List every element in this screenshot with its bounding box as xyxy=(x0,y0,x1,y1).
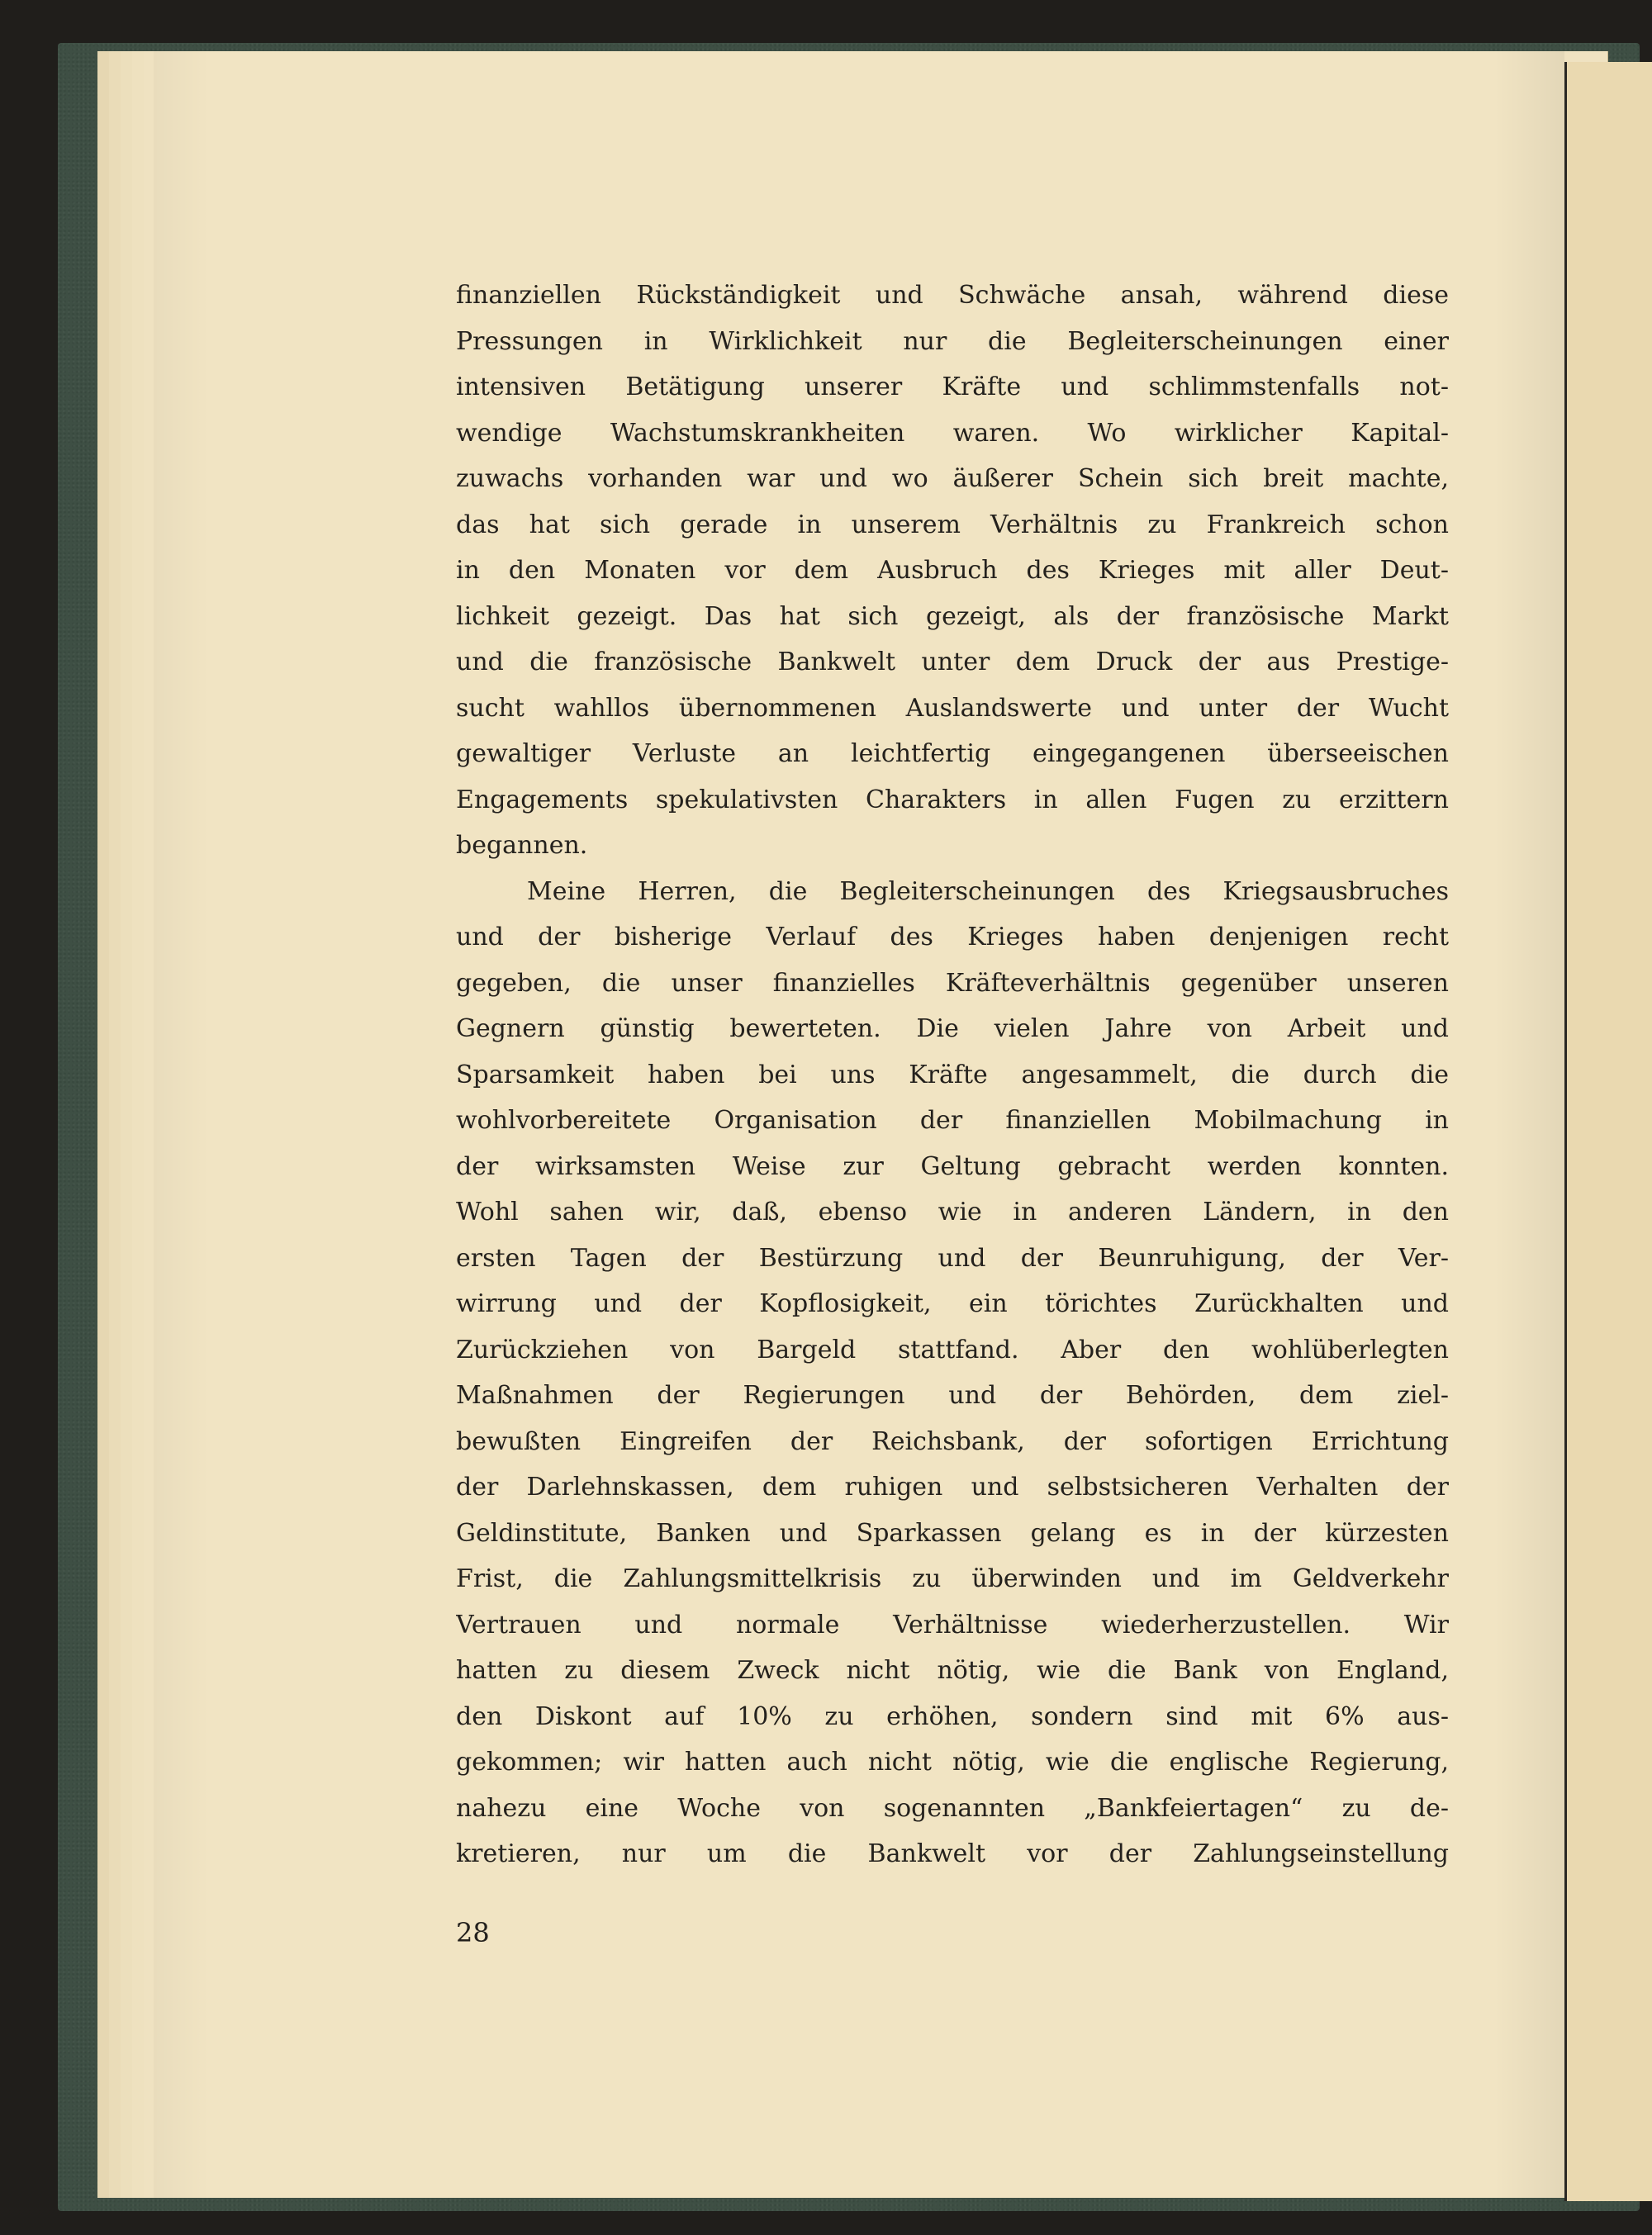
text-line: nahezu eine Woche von sogenannten „Bankfeiertagen“ zu de- xyxy=(456,1793,1449,1823)
text-line: bewußten Eingreifen der Reichsbank, der sofortigen Errichtung xyxy=(456,1426,1449,1456)
text-line: ersten Tagen der Bestürzung und der Beunruhigung, der Ver- xyxy=(456,1243,1449,1273)
text-line: finanziellen Rückständigkeit und Schwäche ansah, während diese xyxy=(456,281,1449,310)
paragraph-2 xyxy=(456,869,1449,1877)
text-line: und die französische Bankwelt unter dem Druck der aus Prestige- xyxy=(456,648,1449,676)
text-line: Zurückziehen von Bargeld stattfand. Aber den wohlüberlegten xyxy=(456,1335,1449,1364)
text-line: begannen. xyxy=(456,831,588,860)
text-line: und der bisherige Verlauf des Krieges haben denjenigen recht xyxy=(456,923,1449,951)
text-line: gewaltiger Verluste an leichtfertig eingegangenen überseeischen xyxy=(456,739,1449,768)
text-line: Engagements spekulativsten Charakters in allen Fugen zu erzittern xyxy=(456,785,1449,814)
text-line: intensiven Betätigung unserer Kräfte und schlimmstenfalls not- xyxy=(456,372,1449,401)
paragraph-1 xyxy=(456,273,1449,869)
text-line: Vertrauen und normale Verhältnisse wiederherzustellen. Wir xyxy=(456,1610,1449,1639)
text-line: sucht wahllos übernommenen Auslandswerte und unter der Wucht xyxy=(456,693,1449,723)
text-line: Sparsamkeit haben bei uns Kräfte angesammelt, die durch die xyxy=(456,1060,1449,1089)
text-line: gekommen; wir hatten auch nicht nötig, wie die englische Regierung, xyxy=(456,1748,1449,1777)
text-line: Maßnahmen der Regierungen und der Behörden, dem ziel- xyxy=(456,1381,1449,1410)
page-number: 28 xyxy=(456,1917,490,1948)
text-line: in den Monaten vor dem Ausbruch des Krieges mit aller Deut- xyxy=(456,556,1449,585)
text-line: Meine Herren, die Begleiterscheinungen des Kriegsausbruches xyxy=(527,876,1449,906)
text-line: zuwachs vorhanden war und wo äußerer Schein sich breit machte, xyxy=(456,464,1449,493)
text-line: wohlvorbereitete Organisation der finanziellen Mobilmachung in xyxy=(456,1106,1449,1135)
text-line: lichkeit gezeigt. Das hat sich gezeigt, als der französische Markt xyxy=(456,601,1449,631)
text-line: Gegnern günstig bewerteten. Die vielen Jahre von Arbeit und xyxy=(456,1014,1449,1043)
text-line: das hat sich gerade in unserem Verhältnis zu Frankreich schon xyxy=(456,510,1449,539)
text-line: Frist, die Zahlungsmittelkrisis zu überwinden und im Geldverkehr xyxy=(456,1564,1449,1593)
text-line: der Darlehnskassen, dem ruhigen und selbstsicheren Verhalten der xyxy=(456,1473,1449,1502)
text-line: wirrung und der Kopflosigkeit, ein törichtes Zurückhalten und xyxy=(456,1289,1449,1318)
text-line: Geldinstitute, Banken und Sparkassen gelang es in der kürzesten xyxy=(456,1518,1449,1548)
body-text xyxy=(456,273,1449,1877)
text-line: hatten zu diesem Zweck nicht nötig, wie die Bank von England, xyxy=(456,1656,1449,1685)
text-line: den Diskont auf 10% zu erhöhen, sondern sind mit 6% aus- xyxy=(456,1701,1449,1731)
text-line: wendige Wachstumskrankheiten waren. Wo wirklicher Kapital- xyxy=(456,418,1449,448)
text-line: der wirksamsten Weise zur Geltung gebracht werden konnten. xyxy=(456,1151,1449,1181)
text-line: gegeben, die unser finanzielles Kräfteverhältnis gegenüber unseren xyxy=(456,968,1449,998)
text-line: kretieren, nur um die Bankwelt vor der Zahlungseinstellung xyxy=(456,1839,1449,1868)
text-line: Wohl sahen wir, daß, ebenso wie in anderen Ländern, in den xyxy=(456,1198,1449,1227)
facing-page-edge xyxy=(1564,62,1652,2201)
text-line: Pressungen in Wirklichkeit nur die Begleiterscheinungen einer xyxy=(456,326,1449,356)
